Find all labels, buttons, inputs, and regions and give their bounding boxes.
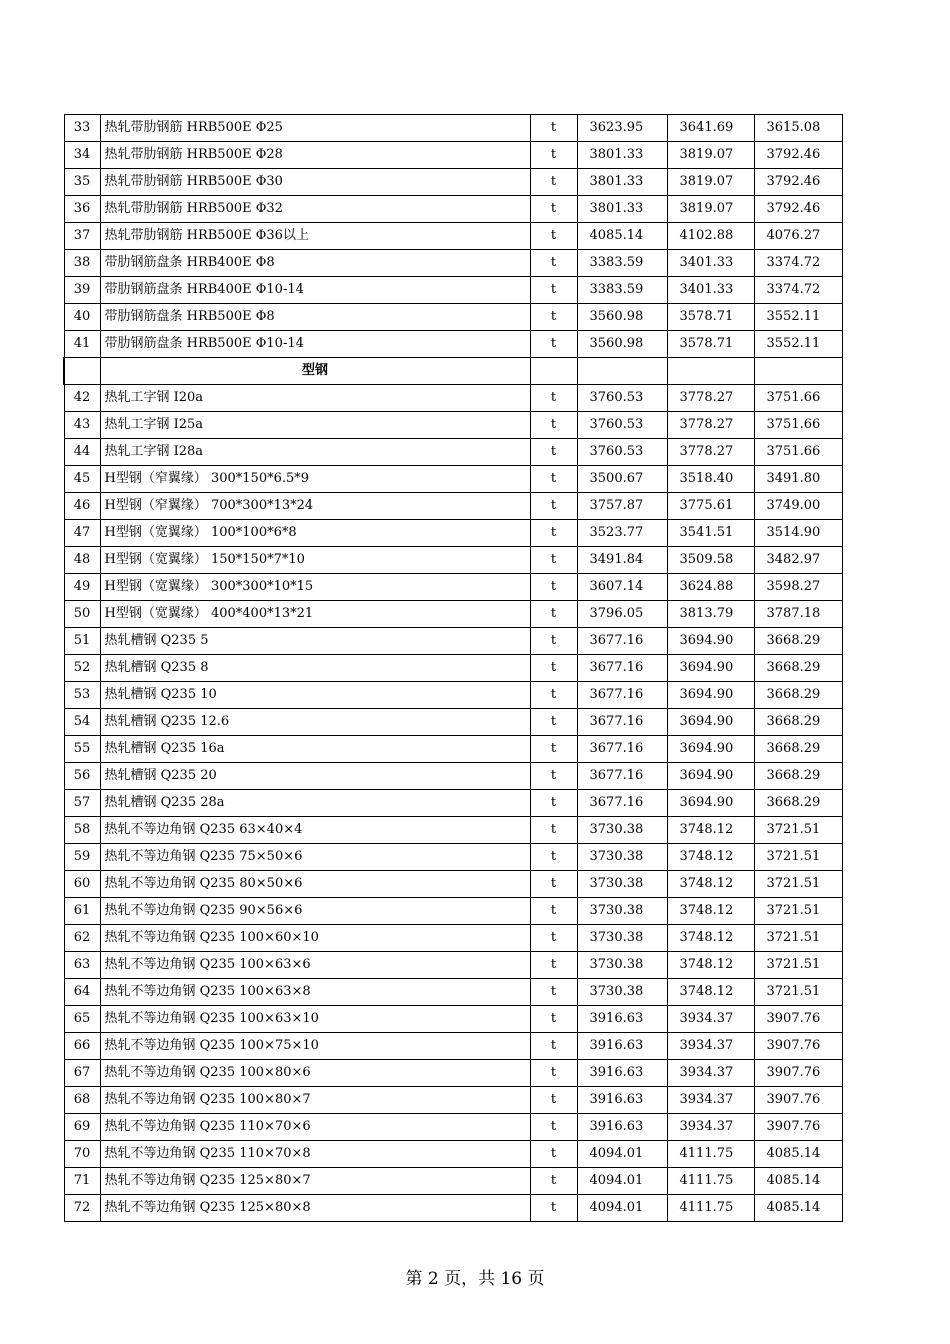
cell-price-2: 3748.12 bbox=[667, 952, 754, 979]
cell-price-3: 3787.18 bbox=[754, 601, 842, 628]
table-row bbox=[64, 1087, 842, 1114]
cell-name: 热轧不等边角钢 Q235 100×63×6 bbox=[100, 952, 530, 979]
cell-price-1: 3730.38 bbox=[577, 898, 667, 925]
cell-price-3: 3552.11 bbox=[754, 331, 842, 358]
cell-price-2: 3694.90 bbox=[667, 628, 754, 655]
cell-no: 44 bbox=[64, 439, 100, 466]
cell-name: 热轧带肋钢筋 HRB500E Φ32 bbox=[100, 196, 530, 223]
cell-no: 36 bbox=[64, 196, 100, 223]
cell-price-3: 4085.14 bbox=[754, 1141, 842, 1168]
cell-no: 42 bbox=[64, 385, 100, 412]
cell-price-3: 3721.51 bbox=[754, 898, 842, 925]
cell-price-3: 3482.97 bbox=[754, 547, 842, 574]
cell-name: 热轧不等边角钢 Q235 100×63×10 bbox=[100, 1006, 530, 1033]
table-row bbox=[64, 196, 842, 223]
table-row bbox=[64, 142, 842, 169]
table-row bbox=[64, 304, 842, 331]
cell-no: 56 bbox=[64, 763, 100, 790]
cell-unit: t bbox=[530, 1114, 577, 1141]
cell-unit: t bbox=[530, 844, 577, 871]
cell-price-3: 3721.51 bbox=[754, 925, 842, 952]
cell-name: 热轧不等边角钢 Q235 63×40×4 bbox=[100, 817, 530, 844]
cell-price-1: 3916.63 bbox=[577, 1033, 667, 1060]
cell-name: H型钢（窄翼缘） 300*150*6.5*9 bbox=[100, 466, 530, 493]
section-title: 型钢 bbox=[100, 358, 530, 385]
cell-unit: t bbox=[530, 1060, 577, 1087]
cell-price-1: 3677.16 bbox=[577, 736, 667, 763]
cell-price-2: 3748.12 bbox=[667, 844, 754, 871]
table-row bbox=[64, 1195, 842, 1222]
cell-price-2: 3778.27 bbox=[667, 439, 754, 466]
cell-price-1: 3916.63 bbox=[577, 1060, 667, 1087]
table-row bbox=[64, 574, 842, 601]
table-row bbox=[64, 952, 842, 979]
cell-price-3: 3514.90 bbox=[754, 520, 842, 547]
cell-unit: t bbox=[530, 655, 577, 682]
table-row bbox=[64, 115, 842, 142]
cell-unit: t bbox=[530, 1033, 577, 1060]
cell-no: 33 bbox=[64, 115, 100, 142]
cell-price-3: 4076.27 bbox=[754, 223, 842, 250]
cell-unit: t bbox=[530, 142, 577, 169]
cell-price-2: 3509.58 bbox=[667, 547, 754, 574]
cell-price-1: 4094.01 bbox=[577, 1195, 667, 1222]
cell-unit: t bbox=[530, 979, 577, 1006]
cell-no: 66 bbox=[64, 1033, 100, 1060]
cell-price-1: 3560.98 bbox=[577, 331, 667, 358]
cell-price-3: 3374.72 bbox=[754, 277, 842, 304]
cell-price-3: 3751.66 bbox=[754, 385, 842, 412]
cell-no: 64 bbox=[64, 979, 100, 1006]
cell-no: 39 bbox=[64, 277, 100, 304]
cell-no: 51 bbox=[64, 628, 100, 655]
cell-unit: t bbox=[530, 115, 577, 142]
cell-unit: t bbox=[530, 790, 577, 817]
cell-price-3: 3721.51 bbox=[754, 844, 842, 871]
cell-price-3: 3792.46 bbox=[754, 169, 842, 196]
cell-unit: t bbox=[530, 1087, 577, 1114]
section-header-row bbox=[64, 358, 842, 385]
cell-price-3: 3907.76 bbox=[754, 1087, 842, 1114]
cell-price-3: 3598.27 bbox=[754, 574, 842, 601]
cell-name: H型钢（宽翼缘） 300*300*10*15 bbox=[100, 574, 530, 601]
cell-price-2 bbox=[667, 358, 754, 385]
table-row bbox=[64, 817, 842, 844]
cell-price-2: 3819.07 bbox=[667, 196, 754, 223]
cell-no: 63 bbox=[64, 952, 100, 979]
cell-price-1: 3730.38 bbox=[577, 844, 667, 871]
cell-price-1: 3523.77 bbox=[577, 520, 667, 547]
cell-price-3: 3721.51 bbox=[754, 817, 842, 844]
cell-name: 热轧带肋钢筋 HRB500E Φ30 bbox=[100, 169, 530, 196]
cell-no: 60 bbox=[64, 871, 100, 898]
cell-price-3: 3751.66 bbox=[754, 412, 842, 439]
cell-price-3 bbox=[754, 358, 842, 385]
cell-unit: t bbox=[530, 250, 577, 277]
cell-no: 49 bbox=[64, 574, 100, 601]
cell-price-2: 4102.88 bbox=[667, 223, 754, 250]
cell-no: 65 bbox=[64, 1006, 100, 1033]
cell-price-1: 3730.38 bbox=[577, 817, 667, 844]
cell-name: 带肋钢筋盘条 HRB400E Φ10-14 bbox=[100, 277, 530, 304]
cell-no: 58 bbox=[64, 817, 100, 844]
table-row bbox=[64, 1141, 842, 1168]
cell-no: 46 bbox=[64, 493, 100, 520]
cell-unit: t bbox=[530, 871, 577, 898]
cell-price-1: 3730.38 bbox=[577, 979, 667, 1006]
cell-price-3: 3615.08 bbox=[754, 115, 842, 142]
cell-price-2: 3748.12 bbox=[667, 898, 754, 925]
cell-name: 热轧不等边角钢 Q235 80×50×6 bbox=[100, 871, 530, 898]
cell-unit: t bbox=[530, 682, 577, 709]
cell-unit: t bbox=[530, 952, 577, 979]
cell-unit: t bbox=[530, 898, 577, 925]
cell-price-1: 3491.84 bbox=[577, 547, 667, 574]
cell-price-1: 3916.63 bbox=[577, 1006, 667, 1033]
cell-no: 47 bbox=[64, 520, 100, 547]
cell-price-2: 4111.75 bbox=[667, 1141, 754, 1168]
table-row bbox=[64, 979, 842, 1006]
cell-unit: t bbox=[530, 709, 577, 736]
cell-no: 38 bbox=[64, 250, 100, 277]
cell-price-3: 3552.11 bbox=[754, 304, 842, 331]
cell-name: H型钢（宽翼缘） 150*150*7*10 bbox=[100, 547, 530, 574]
cell-price-3: 3668.29 bbox=[754, 628, 842, 655]
cell-price-1: 3677.16 bbox=[577, 790, 667, 817]
cell-no bbox=[64, 358, 100, 385]
cell-no: 40 bbox=[64, 304, 100, 331]
cell-name: 热轧带肋钢筋 HRB500E Φ28 bbox=[100, 142, 530, 169]
cell-price-3: 3721.51 bbox=[754, 979, 842, 1006]
cell-price-1: 3607.14 bbox=[577, 574, 667, 601]
cell-price-1: 3760.53 bbox=[577, 385, 667, 412]
cell-price-2: 3694.90 bbox=[667, 790, 754, 817]
cell-price-2: 3819.07 bbox=[667, 142, 754, 169]
cell-no: 55 bbox=[64, 736, 100, 763]
cell-unit: t bbox=[530, 1195, 577, 1222]
table-row bbox=[64, 520, 842, 547]
cell-price-3: 3751.66 bbox=[754, 439, 842, 466]
cell-price-2: 3748.12 bbox=[667, 925, 754, 952]
cell-no: 50 bbox=[64, 601, 100, 628]
cell-price-1: 3677.16 bbox=[577, 709, 667, 736]
cell-no: 67 bbox=[64, 1060, 100, 1087]
cell-name: 热轧工字钢 I28a bbox=[100, 439, 530, 466]
cell-name: 热轧不等边角钢 Q235 90×56×6 bbox=[100, 898, 530, 925]
cell-name: 热轧槽钢 Q235 5 bbox=[100, 628, 530, 655]
cell-no: 53 bbox=[64, 682, 100, 709]
cell-no: 34 bbox=[64, 142, 100, 169]
cell-name: 热轧不等边角钢 Q235 100×80×6 bbox=[100, 1060, 530, 1087]
table-row bbox=[64, 466, 842, 493]
cell-unit: t bbox=[530, 925, 577, 952]
cell-price-2: 3934.37 bbox=[667, 1033, 754, 1060]
cell-price-1: 3757.87 bbox=[577, 493, 667, 520]
cell-price-2: 3748.12 bbox=[667, 871, 754, 898]
table-row bbox=[64, 1114, 842, 1141]
cell-name: 热轧槽钢 Q235 20 bbox=[100, 763, 530, 790]
cell-price-2: 4111.75 bbox=[667, 1168, 754, 1195]
cell-price-2: 3748.12 bbox=[667, 979, 754, 1006]
cell-price-3: 3374.72 bbox=[754, 250, 842, 277]
cell-unit: t bbox=[530, 1168, 577, 1195]
cell-price-1: 3560.98 bbox=[577, 304, 667, 331]
cell-no: 54 bbox=[64, 709, 100, 736]
cell-price-1: 3677.16 bbox=[577, 628, 667, 655]
cell-price-3: 3792.46 bbox=[754, 196, 842, 223]
cell-unit: t bbox=[530, 196, 577, 223]
cell-unit: t bbox=[530, 628, 577, 655]
cell-price-3: 3907.76 bbox=[754, 1060, 842, 1087]
cell-unit: t bbox=[530, 1141, 577, 1168]
cell-price-2: 3401.33 bbox=[667, 250, 754, 277]
cell-price-1: 3760.53 bbox=[577, 412, 667, 439]
cell-price-1: 3730.38 bbox=[577, 871, 667, 898]
cell-price-1: 3760.53 bbox=[577, 439, 667, 466]
cell-price-1: 3916.63 bbox=[577, 1087, 667, 1114]
cell-no: 43 bbox=[64, 412, 100, 439]
cell-price-1: 4094.01 bbox=[577, 1141, 667, 1168]
cell-price-1: 3677.16 bbox=[577, 763, 667, 790]
cell-price-2: 3934.37 bbox=[667, 1006, 754, 1033]
table-row bbox=[64, 844, 842, 871]
cell-price-1: 3801.33 bbox=[577, 142, 667, 169]
cell-unit bbox=[530, 358, 577, 385]
cell-price-3: 3668.29 bbox=[754, 790, 842, 817]
cell-name: 热轧带肋钢筋 HRB500E Φ36以上 bbox=[100, 223, 530, 250]
cell-price-2: 3775.61 bbox=[667, 493, 754, 520]
table-row bbox=[64, 925, 842, 952]
cell-unit: t bbox=[530, 817, 577, 844]
cell-price-2: 3541.51 bbox=[667, 520, 754, 547]
cell-name: 热轧不等边角钢 Q235 110×70×6 bbox=[100, 1114, 530, 1141]
cell-no: 59 bbox=[64, 844, 100, 871]
cell-no: 72 bbox=[64, 1195, 100, 1222]
cell-name: 热轧工字钢 I20a bbox=[100, 385, 530, 412]
cell-price-3: 3668.29 bbox=[754, 709, 842, 736]
cell-price-1: 3500.67 bbox=[577, 466, 667, 493]
table-row bbox=[64, 331, 842, 358]
table-row bbox=[64, 790, 842, 817]
cell-name: 热轧工字钢 I25a bbox=[100, 412, 530, 439]
cell-name: 热轧槽钢 Q235 28a bbox=[100, 790, 530, 817]
cell-price-2: 3694.90 bbox=[667, 736, 754, 763]
cell-name: 热轧不等边角钢 Q235 100×63×8 bbox=[100, 979, 530, 1006]
cell-no: 45 bbox=[64, 466, 100, 493]
cell-name: 热轧槽钢 Q235 12.6 bbox=[100, 709, 530, 736]
cell-price-2: 4111.75 bbox=[667, 1195, 754, 1222]
cell-name: 热轧带肋钢筋 HRB500E Φ25 bbox=[100, 115, 530, 142]
cell-unit: t bbox=[530, 601, 577, 628]
cell-price-1: 3796.05 bbox=[577, 601, 667, 628]
table-row bbox=[64, 898, 842, 925]
cell-price-2: 3819.07 bbox=[667, 169, 754, 196]
cell-price-1: 3677.16 bbox=[577, 682, 667, 709]
cell-price-3: 3668.29 bbox=[754, 682, 842, 709]
cell-price-1: 3383.59 bbox=[577, 277, 667, 304]
cell-no: 37 bbox=[64, 223, 100, 250]
cell-no: 48 bbox=[64, 547, 100, 574]
cell-price-2: 3694.90 bbox=[667, 655, 754, 682]
cell-price-1: 3730.38 bbox=[577, 925, 667, 952]
cell-unit: t bbox=[530, 466, 577, 493]
table-row bbox=[64, 412, 842, 439]
cell-price-2: 3748.12 bbox=[667, 817, 754, 844]
cell-price-2: 3778.27 bbox=[667, 412, 754, 439]
table-row bbox=[64, 736, 842, 763]
cell-price-2: 3934.37 bbox=[667, 1087, 754, 1114]
cell-no: 41 bbox=[64, 331, 100, 358]
cell-name: 热轧不等边角钢 Q235 125×80×8 bbox=[100, 1195, 530, 1222]
table-row bbox=[64, 1033, 842, 1060]
cell-price-3: 3491.80 bbox=[754, 466, 842, 493]
cell-price-2: 3778.27 bbox=[667, 385, 754, 412]
cell-unit: t bbox=[530, 169, 577, 196]
table-row bbox=[64, 763, 842, 790]
table-row bbox=[64, 439, 842, 466]
cell-no: 57 bbox=[64, 790, 100, 817]
cell-price-2: 3694.90 bbox=[667, 709, 754, 736]
cell-unit: t bbox=[530, 547, 577, 574]
table-row bbox=[64, 169, 842, 196]
cell-price-1: 3677.16 bbox=[577, 655, 667, 682]
cell-price-3: 3749.00 bbox=[754, 493, 842, 520]
cell-price-1: 3801.33 bbox=[577, 169, 667, 196]
cell-price-2: 3624.88 bbox=[667, 574, 754, 601]
table-row bbox=[64, 628, 842, 655]
table-row bbox=[64, 655, 842, 682]
cell-price-3: 4085.14 bbox=[754, 1168, 842, 1195]
cell-name: 带肋钢筋盘条 HRB500E Φ8 bbox=[100, 304, 530, 331]
cell-price-2: 3518.40 bbox=[667, 466, 754, 493]
cell-price-2: 3401.33 bbox=[667, 277, 754, 304]
cell-price-2: 3694.90 bbox=[667, 763, 754, 790]
cell-unit: t bbox=[530, 1006, 577, 1033]
table-body bbox=[64, 115, 842, 1222]
table-row bbox=[64, 223, 842, 250]
cell-unit: t bbox=[530, 412, 577, 439]
cell-unit: t bbox=[530, 763, 577, 790]
cell-unit: t bbox=[530, 385, 577, 412]
table-row bbox=[64, 1060, 842, 1087]
table-row bbox=[64, 871, 842, 898]
price-table bbox=[63, 114, 843, 1222]
page-footer: 第 2 页，共 16 页 bbox=[405, 1269, 545, 1289]
cell-unit: t bbox=[530, 574, 577, 601]
cell-price-2: 3694.90 bbox=[667, 682, 754, 709]
cell-price-2: 3641.69 bbox=[667, 115, 754, 142]
cell-name: 带肋钢筋盘条 HRB500E Φ10-14 bbox=[100, 331, 530, 358]
cell-name: 带肋钢筋盘条 HRB400E Φ8 bbox=[100, 250, 530, 277]
cell-price-2: 3578.71 bbox=[667, 331, 754, 358]
cell-price-3: 3668.29 bbox=[754, 736, 842, 763]
table-row bbox=[64, 493, 842, 520]
cell-price-2: 3934.37 bbox=[667, 1114, 754, 1141]
cell-name: 热轧不等边角钢 Q235 100×80×7 bbox=[100, 1087, 530, 1114]
table-row bbox=[64, 1006, 842, 1033]
cell-name: 热轧不等边角钢 Q235 125×80×7 bbox=[100, 1168, 530, 1195]
cell-name: 热轧槽钢 Q235 10 bbox=[100, 682, 530, 709]
cell-price-1: 3383.59 bbox=[577, 250, 667, 277]
cell-price-3: 3668.29 bbox=[754, 655, 842, 682]
cell-price-2: 3578.71 bbox=[667, 304, 754, 331]
cell-price-3: 4085.14 bbox=[754, 1195, 842, 1222]
cell-price-1: 4085.14 bbox=[577, 223, 667, 250]
cell-unit: t bbox=[530, 520, 577, 547]
cell-no: 62 bbox=[64, 925, 100, 952]
cell-price-3: 3907.76 bbox=[754, 1033, 842, 1060]
cell-no: 61 bbox=[64, 898, 100, 925]
cell-price-1: 3916.63 bbox=[577, 1114, 667, 1141]
cell-price-3: 3792.46 bbox=[754, 142, 842, 169]
cell-price-1 bbox=[577, 358, 667, 385]
cell-price-1: 3730.38 bbox=[577, 952, 667, 979]
cell-unit: t bbox=[530, 223, 577, 250]
cell-unit: t bbox=[530, 304, 577, 331]
cell-price-1: 3801.33 bbox=[577, 196, 667, 223]
cell-price-3: 3668.29 bbox=[754, 763, 842, 790]
cell-no: 52 bbox=[64, 655, 100, 682]
cell-name: 热轧槽钢 Q235 16a bbox=[100, 736, 530, 763]
cell-no: 68 bbox=[64, 1087, 100, 1114]
cell-no: 69 bbox=[64, 1114, 100, 1141]
cell-unit: t bbox=[530, 331, 577, 358]
cell-price-3: 3907.76 bbox=[754, 1006, 842, 1033]
cell-name: 热轧不等边角钢 Q235 100×60×10 bbox=[100, 925, 530, 952]
cell-unit: t bbox=[530, 277, 577, 304]
cell-no: 35 bbox=[64, 169, 100, 196]
cell-price-1: 4094.01 bbox=[577, 1168, 667, 1195]
cell-price-3: 3907.76 bbox=[754, 1114, 842, 1141]
cell-unit: t bbox=[530, 736, 577, 763]
table-row bbox=[64, 385, 842, 412]
cell-name: 热轧槽钢 Q235 8 bbox=[100, 655, 530, 682]
cell-name: H型钢（窄翼缘） 700*300*13*24 bbox=[100, 493, 530, 520]
cell-name: H型钢（宽翼缘） 400*400*13*21 bbox=[100, 601, 530, 628]
table-row bbox=[64, 601, 842, 628]
cell-name: 热轧不等边角钢 Q235 110×70×8 bbox=[100, 1141, 530, 1168]
cell-price-1: 3623.95 bbox=[577, 115, 667, 142]
cell-no: 70 bbox=[64, 1141, 100, 1168]
cell-no: 71 bbox=[64, 1168, 100, 1195]
cell-name: 热轧不等边角钢 Q235 100×75×10 bbox=[100, 1033, 530, 1060]
table-row bbox=[64, 547, 842, 574]
table-row bbox=[64, 682, 842, 709]
cell-price-3: 3721.51 bbox=[754, 952, 842, 979]
table-row bbox=[64, 709, 842, 736]
cell-price-2: 3813.79 bbox=[667, 601, 754, 628]
table-row bbox=[64, 277, 842, 304]
cell-price-2: 3934.37 bbox=[667, 1060, 754, 1087]
cell-unit: t bbox=[530, 493, 577, 520]
cell-unit: t bbox=[530, 439, 577, 466]
table-row bbox=[64, 250, 842, 277]
cell-name: 热轧不等边角钢 Q235 75×50×6 bbox=[100, 844, 530, 871]
cell-name: H型钢（宽翼缘） 100*100*6*8 bbox=[100, 520, 530, 547]
table-row bbox=[64, 1168, 842, 1195]
cell-price-3: 3721.51 bbox=[754, 871, 842, 898]
